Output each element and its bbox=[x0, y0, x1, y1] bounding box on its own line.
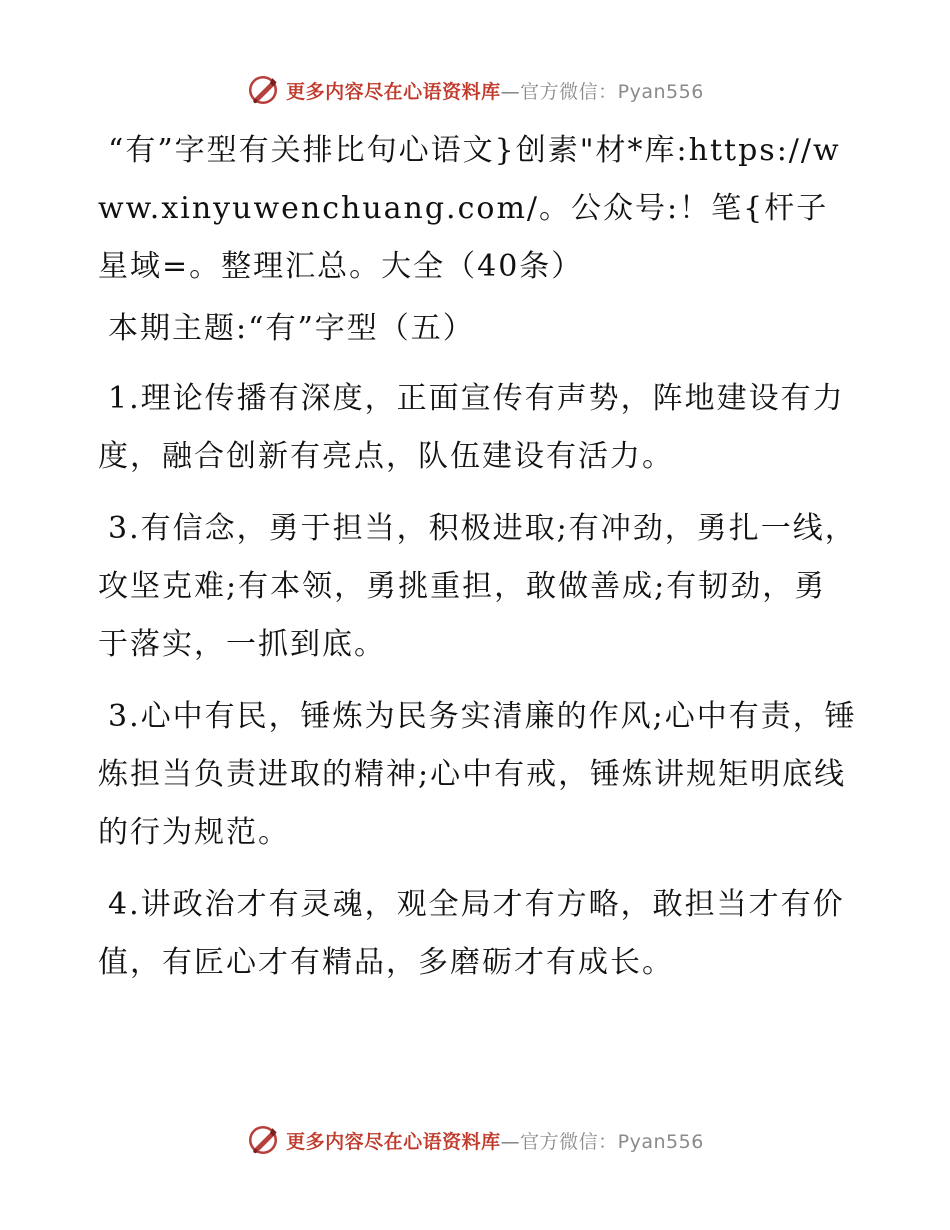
document-intro: “有”字型有关排比句心语文}创素"材*库:https://www.xinyuwenchuang.com/。公众号:！笔{杆子星域=。整理汇总。大全（40条） bbox=[98, 133, 841, 284]
watermark-contact: 官方微信：Pyan556 bbox=[520, 80, 704, 103]
list-item: 3.心中有民，锤炼为民务实清廉的作风;心中有责，锤炼担当负责进取的精神;心中有戒，锤炼讲规矩明底线的行为规范。 bbox=[98, 699, 857, 850]
list-item: 4.讲政治才有灵魂，观全局才有方略，敢担当才有价值，有匠心才有精品，多磨砺才有成长。 bbox=[98, 887, 845, 980]
list-item: 1.理论传播有深度，正面宣传有声势，阵地建设有力度，融合创新有亮点，队伍建设有活力。 bbox=[98, 381, 845, 474]
document-topic: 本期主题:“有”字型（五） bbox=[108, 311, 475, 346]
document-body bbox=[98, 122, 858, 1006]
watermark-text bbox=[286, 1127, 704, 1154]
pen-logo-icon bbox=[246, 1123, 280, 1157]
list-item: 3.有信念，勇于担当，积极进取;有冲劲，勇扎一线，攻坚克难;有本领，勇挑重担，敢做善成;有韧劲，勇于落实，一抓到底。 bbox=[98, 511, 857, 662]
watermark-contact: 官方微信：Pyan556 bbox=[520, 1130, 704, 1153]
watermark-dash: — bbox=[500, 80, 521, 103]
header-watermark bbox=[0, 70, 950, 110]
watermark-brand: 更多内容尽在心语资料库 bbox=[286, 1130, 501, 1153]
footer-watermark bbox=[0, 1120, 950, 1160]
watermark-brand: 更多内容尽在心语资料库 bbox=[286, 80, 501, 103]
watermark-text bbox=[286, 77, 704, 104]
watermark-dash: — bbox=[500, 1130, 521, 1153]
pen-logo-icon bbox=[246, 73, 280, 107]
